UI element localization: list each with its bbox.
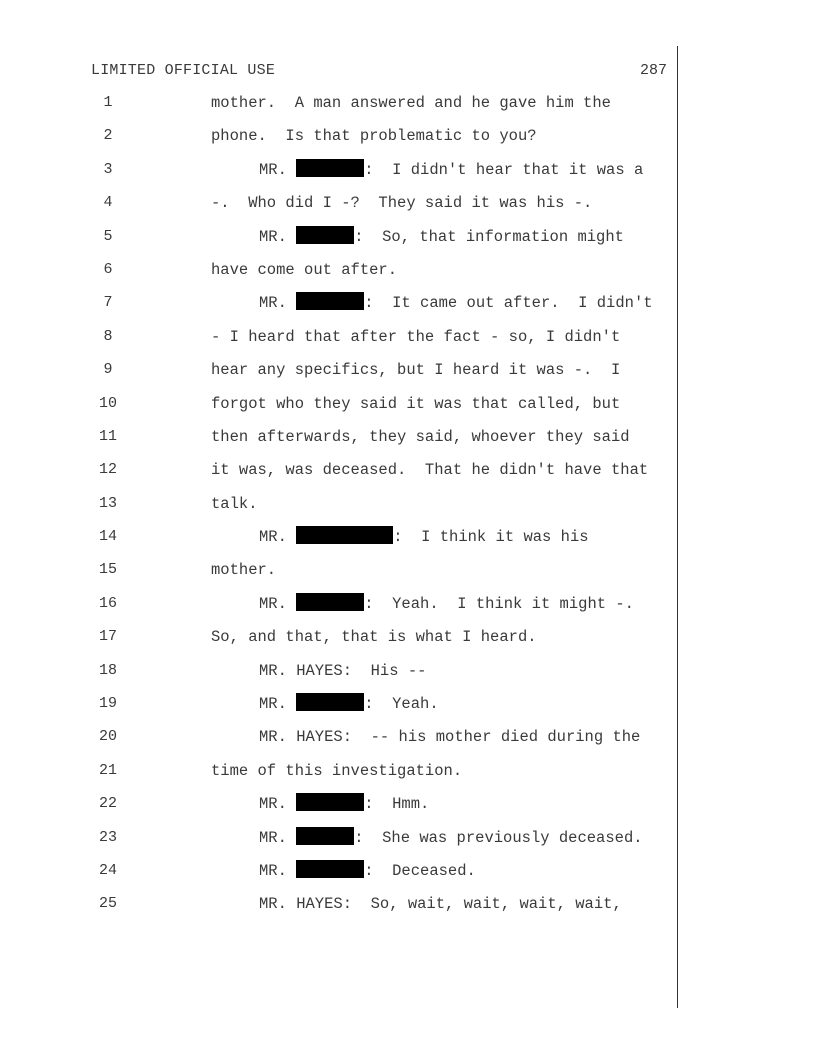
transcript-line xyxy=(0,524,677,557)
redaction-box xyxy=(296,292,364,310)
line-text xyxy=(259,891,622,917)
transcript-line xyxy=(0,791,677,824)
text-segment: MR. xyxy=(259,795,297,814)
transcript-line xyxy=(0,891,677,924)
line-text xyxy=(211,324,620,350)
line-number: 17 xyxy=(98,628,117,646)
line-number: 13 xyxy=(98,494,117,512)
text-segment: talk. xyxy=(211,494,258,513)
right-margin-rule xyxy=(677,46,678,1008)
text-segment: time of this investigation. xyxy=(211,761,463,780)
text-segment: -. Who did I -? They said it was his -. xyxy=(211,194,593,213)
line-number: 19 xyxy=(98,695,117,713)
text-segment: MR. xyxy=(259,294,297,313)
line-text xyxy=(211,457,648,483)
transcript-line xyxy=(0,257,677,290)
transcript-lines xyxy=(0,90,677,925)
line-text xyxy=(211,391,620,417)
line-text xyxy=(259,858,476,884)
line-number: 5 xyxy=(103,227,113,245)
text-segment: : Yeah. I think it might -. xyxy=(364,594,634,613)
text-segment: MR. HAYES: His -- xyxy=(259,661,427,680)
line-text xyxy=(211,90,611,116)
line-number: 14 xyxy=(98,528,117,546)
line-text xyxy=(259,524,589,550)
line-number: 18 xyxy=(98,661,117,679)
transcript-line xyxy=(0,491,677,524)
line-number: 24 xyxy=(98,861,117,879)
text-segment: MR. xyxy=(259,828,297,847)
transcript-line xyxy=(0,90,677,123)
line-text xyxy=(211,424,630,450)
line-number: 1 xyxy=(103,94,113,111)
text-segment: phone. Is that problematic to you? xyxy=(211,127,537,146)
line-number: 10 xyxy=(98,394,117,412)
text-segment: mother. A man answered and he gave him the xyxy=(211,94,611,112)
line-text xyxy=(211,491,258,517)
redaction-box xyxy=(296,226,354,244)
text-segment: : She was previously deceased. xyxy=(354,828,643,847)
text-segment: forgot who they said it was that called, but xyxy=(211,394,621,413)
line-number: 16 xyxy=(98,594,117,612)
line-number: 25 xyxy=(98,895,117,913)
line-number: 11 xyxy=(98,427,117,445)
line-text xyxy=(211,123,537,149)
text-segment: MR. xyxy=(259,160,297,179)
text-segment: : So, that information might xyxy=(354,227,624,246)
transcript-line xyxy=(0,123,677,156)
text-segment: : Deceased. xyxy=(364,861,476,880)
text-segment: MR. xyxy=(259,528,297,547)
line-text xyxy=(211,257,397,283)
redaction-box xyxy=(296,526,393,544)
line-number: 20 xyxy=(98,728,117,746)
line-text xyxy=(211,357,620,383)
line-number: 4 xyxy=(103,194,113,212)
transcript-line xyxy=(0,190,677,223)
text-segment: mother. xyxy=(211,561,277,580)
text-segment: MR. HAYES: So, wait, wait, wait, wait, xyxy=(259,895,622,914)
line-number: 9 xyxy=(103,361,113,379)
line-text xyxy=(211,758,462,784)
text-segment: then afterwards, they said, whoever they said xyxy=(211,427,630,446)
text-segment: it was, was deceased. That he didn't have that xyxy=(211,461,649,480)
redaction-box xyxy=(296,159,364,177)
transcript-line xyxy=(0,424,677,457)
line-number: 22 xyxy=(98,795,117,813)
text-segment: MR. xyxy=(259,594,297,613)
text-segment: : Hmm. xyxy=(364,795,430,814)
transcript-line xyxy=(0,858,677,891)
transcript-line xyxy=(0,224,677,257)
transcript-line xyxy=(0,758,677,791)
line-number: 21 xyxy=(98,761,117,779)
classification-header: LIMITED OFFICIAL USE xyxy=(91,62,276,79)
line-text xyxy=(259,224,624,250)
redaction-box xyxy=(296,593,364,611)
text-segment: MR. xyxy=(259,695,297,714)
transcript-line xyxy=(0,557,677,590)
redaction-box xyxy=(296,693,364,711)
line-number: 2 xyxy=(103,127,113,145)
line-text xyxy=(259,591,634,617)
text-segment: hear any specifics, but I heard it was -. I xyxy=(211,361,621,380)
text-segment: - I heard that after the fact - so, I didn't xyxy=(211,327,621,346)
line-text xyxy=(211,557,276,583)
transcript-line xyxy=(0,357,677,390)
line-text xyxy=(259,157,643,183)
line-number: 23 xyxy=(98,828,117,846)
transcript-line xyxy=(0,825,677,858)
line-text xyxy=(259,724,640,750)
redaction-box xyxy=(296,793,364,811)
text-segment: So, and that, that is what I heard. xyxy=(211,628,537,647)
redaction-box xyxy=(296,827,354,845)
line-text xyxy=(259,658,426,684)
line-text xyxy=(211,624,537,650)
redaction-box xyxy=(296,860,364,878)
line-text xyxy=(259,691,439,717)
line-text xyxy=(259,825,643,851)
line-text xyxy=(259,290,653,316)
transcript-line xyxy=(0,658,677,691)
page-number: 287 xyxy=(639,62,667,79)
line-number: 6 xyxy=(103,260,113,278)
transcript-line xyxy=(0,691,677,724)
transcript-line xyxy=(0,624,677,657)
transcript-line xyxy=(0,591,677,624)
line-number: 3 xyxy=(103,160,113,178)
text-segment: : I didn't hear that it was a xyxy=(364,160,644,179)
text-segment: have come out after. xyxy=(211,260,398,279)
text-segment: : It came out after. I didn't xyxy=(364,294,653,313)
transcript-line xyxy=(0,157,677,190)
transcript-line xyxy=(0,724,677,757)
transcript-line xyxy=(0,391,677,424)
line-number: 7 xyxy=(103,294,113,312)
transcript-line xyxy=(0,324,677,357)
text-segment: : I think it was his xyxy=(393,528,589,547)
text-segment: : Yeah. xyxy=(364,695,439,714)
line-text xyxy=(211,190,592,216)
transcript-line xyxy=(0,457,677,490)
line-number: 12 xyxy=(98,461,117,479)
line-text xyxy=(259,791,429,817)
text-segment: MR. xyxy=(259,227,297,246)
line-number: 15 xyxy=(98,561,117,579)
line-number: 8 xyxy=(103,327,113,345)
transcript-line xyxy=(0,290,677,323)
text-segment: MR. HAYES: -- his mother died during the xyxy=(259,728,641,747)
text-segment: MR. xyxy=(259,861,297,880)
